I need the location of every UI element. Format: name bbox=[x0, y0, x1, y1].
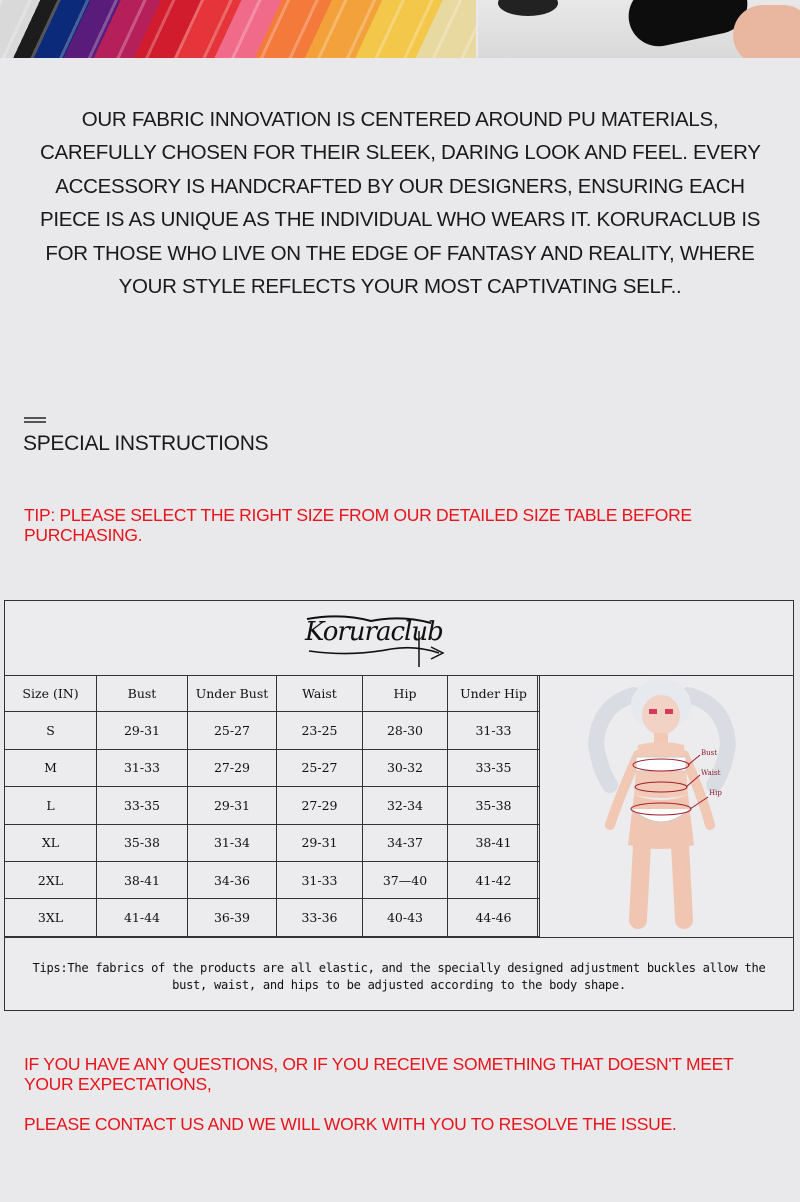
cell: 41-44 bbox=[97, 899, 188, 936]
cell: 38-41 bbox=[97, 861, 188, 898]
cell: 36-39 bbox=[188, 899, 277, 936]
measurement-figure bbox=[537, 675, 794, 937]
bust-label: Bust bbox=[701, 749, 718, 757]
table-row bbox=[5, 899, 540, 936]
cell: 29-31 bbox=[97, 712, 188, 749]
table-row bbox=[5, 712, 540, 749]
cell: 40-43 bbox=[363, 899, 448, 936]
cell: L bbox=[5, 787, 97, 824]
cell: 27-29 bbox=[188, 749, 277, 786]
intro-line: OUR FABRIC INNOVATION IS CENTERED AROUND PU MATERIALS, bbox=[81, 108, 719, 131]
cell: 33-35 bbox=[448, 749, 540, 786]
header-under-hip: Under Hip bbox=[448, 675, 540, 712]
cell: 31-34 bbox=[188, 824, 277, 861]
cell: 3XL bbox=[5, 899, 97, 936]
section-divider-icon bbox=[24, 417, 46, 423]
cell: M bbox=[5, 749, 97, 786]
fabric-tips bbox=[5, 937, 793, 1011]
cell: 34-37 bbox=[363, 824, 448, 861]
table-row bbox=[5, 749, 540, 786]
header-bust: Bust bbox=[97, 675, 188, 712]
table-header-row bbox=[5, 675, 540, 712]
tips-line: Tips:The fabrics of the products are all elastic, and the specially designed adjustment buckles allow the bbox=[32, 961, 766, 975]
size-chart bbox=[4, 600, 794, 1011]
cell: 35-38 bbox=[97, 824, 188, 861]
cell: 33-35 bbox=[97, 787, 188, 824]
intro-text bbox=[40, 103, 760, 303]
intro-line: FOR THOSE WHO LIVE ON THE EDGE OF FANTASY AND REALITY, WHERE bbox=[45, 241, 755, 265]
cell: 41-42 bbox=[448, 861, 540, 898]
intro-line: PIECE IS AS UNIQUE AS THE INDIVIDUAL WHO WEARS IT. KORURACLUB IS bbox=[40, 208, 761, 232]
cell: 32-34 bbox=[363, 787, 448, 824]
header-hip: Hip bbox=[363, 675, 448, 712]
intro-line: YOUR STYLE REFLECTS YOUR MOST CAPTIVATING SELF.. bbox=[118, 275, 682, 299]
intro-line: CAREFULLY CHOSEN FOR THEIR SLEEK, DARING LOOK AND FEEL. EVERY bbox=[40, 141, 761, 165]
size-table bbox=[5, 675, 540, 937]
cell: 31-33 bbox=[448, 712, 540, 749]
cell: 33-36 bbox=[277, 899, 363, 936]
contact-message: IF YOU HAVE ANY QUESTIONS, OR IF YOU RECEIVE SOMETHING THAT DOESN'T MEET YOUR EXPECTATIONS, bbox=[24, 1054, 734, 1094]
cell: 44-46 bbox=[448, 899, 540, 936]
header-waist: Waist bbox=[277, 675, 363, 712]
cell: 29-31 bbox=[277, 824, 363, 861]
cell: 31-33 bbox=[97, 749, 188, 786]
cell: 38-41 bbox=[448, 824, 540, 861]
product-photo bbox=[478, 0, 800, 58]
cell: 27-29 bbox=[277, 787, 363, 824]
hip-label: Hip bbox=[709, 789, 722, 797]
header-size: Size (IN) bbox=[5, 675, 97, 712]
cell: 23-25 bbox=[277, 712, 363, 749]
tips-line: bust, waist, and hips to be adjusted according to the body shape. bbox=[172, 978, 626, 992]
cell: 29-31 bbox=[188, 787, 277, 824]
header-under-bust: Under Bust bbox=[188, 675, 277, 712]
cell: 25-27 bbox=[188, 712, 277, 749]
logo-row bbox=[5, 601, 793, 676]
banner bbox=[0, 0, 800, 58]
cell: 2XL bbox=[5, 861, 97, 898]
logo-text: Koruraclub bbox=[305, 617, 443, 647]
contact-message-resolve: PLEASE CONTACT US AND WE WILL WORK WITH YOU TO RESOLVE THE ISSUE. bbox=[24, 1114, 677, 1134]
cell: 37—40 bbox=[363, 861, 448, 898]
intro-line: ACCESSORY IS HANDCRAFTED BY OUR DESIGNERS, ENSURING EACH bbox=[55, 174, 745, 198]
cell: 35-38 bbox=[448, 787, 540, 824]
size-tip: TIP: PLEASE SELECT THE RIGHT SIZE FROM OUR DETAILED SIZE TABLE BEFORE PURCHASING. bbox=[24, 505, 692, 545]
cell: S bbox=[5, 712, 97, 749]
cell: 30-32 bbox=[363, 749, 448, 786]
brand-logo bbox=[301, 611, 446, 669]
table-row bbox=[5, 787, 540, 824]
table-row bbox=[5, 824, 540, 861]
cell: 25-27 bbox=[277, 749, 363, 786]
cell: 28-30 bbox=[363, 712, 448, 749]
section-title: SPECIAL INSTRUCTIONS bbox=[23, 432, 269, 455]
waist-label: Waist bbox=[701, 769, 721, 777]
table-row bbox=[5, 861, 540, 898]
cell: 31-33 bbox=[277, 861, 363, 898]
cell: 34-36 bbox=[188, 861, 277, 898]
fabric-swatches-image bbox=[0, 0, 476, 58]
cell: XL bbox=[5, 824, 97, 861]
